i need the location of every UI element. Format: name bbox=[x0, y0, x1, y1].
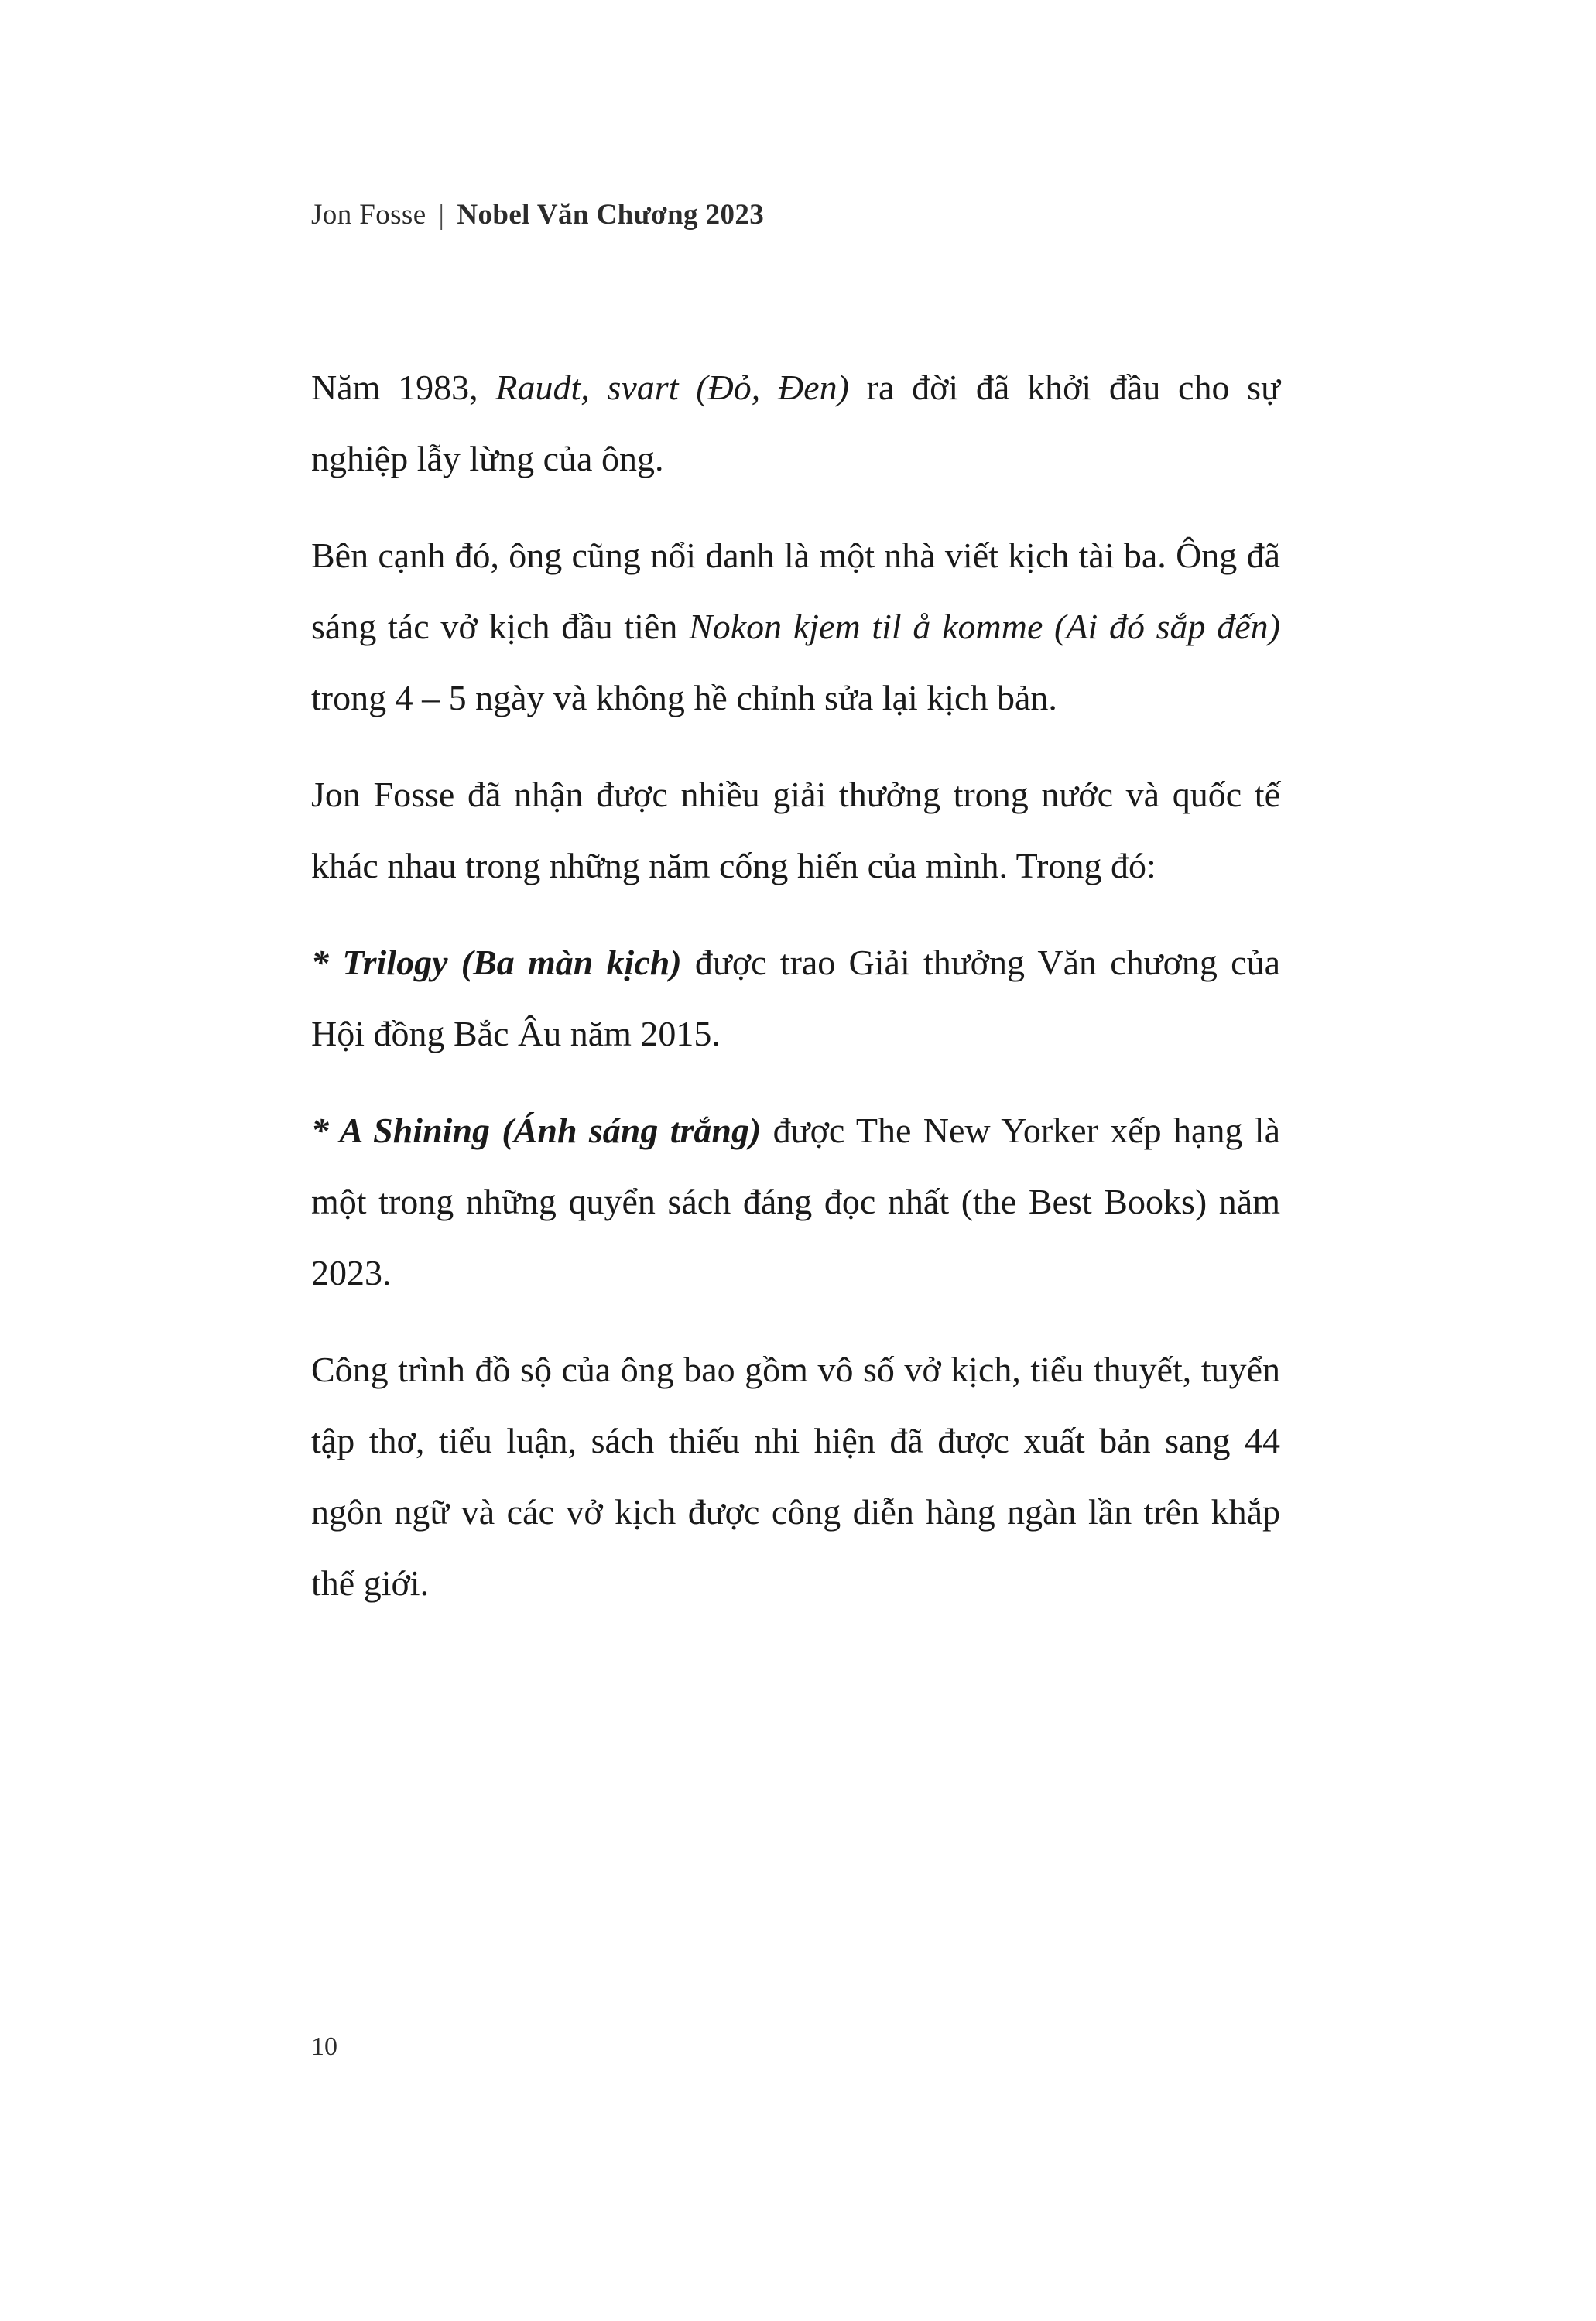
award-title-bold-italic: * Trilogy (Ba màn kịch) bbox=[311, 943, 682, 982]
text-run: được The New Yorker xếp hạng là một trong những quyển sách đáng đọc nhất (the Best Books) năm 2023. bbox=[311, 1111, 1280, 1292]
page-number: 10 bbox=[311, 2032, 337, 2061]
header-separator: | bbox=[438, 199, 445, 231]
award-title-bold-italic: * A Shining (Ánh sáng trắng) bbox=[311, 1111, 762, 1150]
text-run: Năm 1983, bbox=[311, 368, 496, 407]
paragraph-3 bbox=[311, 759, 1280, 902]
book-title-italic: Raudt, svart (Đỏ, Đen) bbox=[495, 368, 849, 407]
text-run: trong 4 – 5 ngày và không hề chỉnh sửa lại kịch bản. bbox=[311, 678, 1057, 717]
text-run: Jon Fosse đã nhận được nhiều giải thưởng trong nước và quốc tế khác nhau trong những năm cống hiến của mình. Trong đó: bbox=[311, 775, 1280, 885]
page-body bbox=[311, 352, 1280, 1645]
paragraph-1 bbox=[311, 352, 1280, 495]
header-title: Nobel Văn Chương 2023 bbox=[457, 199, 765, 231]
paragraph-4 bbox=[311, 927, 1280, 1070]
text-run: Công trình đồ sộ của ông bao gồm vô số vở kịch, tiểu thuyết, tuyển tập thơ, tiểu luận, sách thiếu nhi hiện đã được xuất bản sang 44 ngôn ngữ và các vở kịch được công diễn hàng ngàn lần trên khắp thế giới. bbox=[311, 1350, 1280, 1603]
text-run: ra đời đã khởi đầu cho sự nghiệp lẫy lừng của ông. bbox=[311, 368, 1281, 478]
page-header bbox=[311, 198, 764, 231]
paragraph-5 bbox=[311, 1095, 1280, 1309]
text-run: được trao Giải thưởng Văn chương của Hội đồng Bắc Âu năm 2015. bbox=[311, 943, 1280, 1053]
book-title-italic: Nokon kjem til å komme (Ai đó sắp đến) bbox=[689, 607, 1280, 646]
paragraph-2 bbox=[311, 520, 1280, 734]
paragraph-6 bbox=[311, 1334, 1280, 1619]
header-author: Jon Fosse bbox=[311, 199, 426, 231]
text-run: Bên cạnh đó, ông cũng nổi danh là một nhà viết kịch tài ba. Ông đã sáng tác vở kịch đầu tiên bbox=[311, 536, 1280, 646]
